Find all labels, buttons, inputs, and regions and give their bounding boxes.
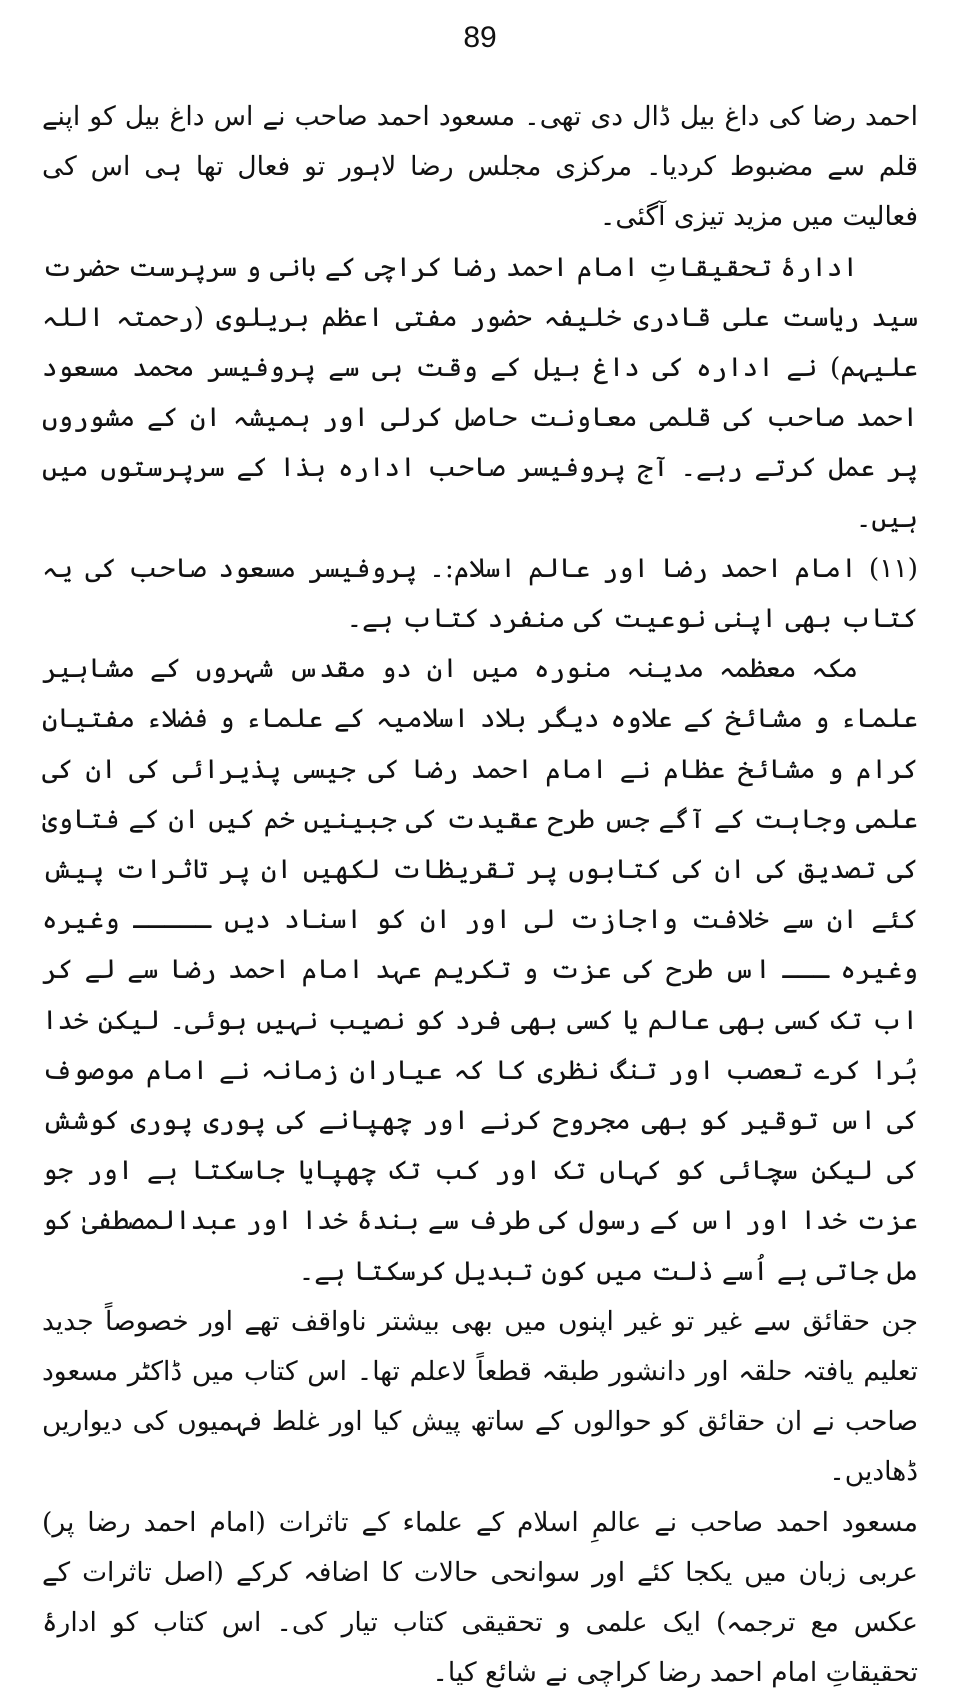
paragraph: مسعود احمد صاحب نے عالمِ اسلام کے علماء کے تاثرات (امام احمد رضا پر) عربی زبان میں یکجا کئے اور سوانحی حالات کا اضافہ کرکے (اصل تاثرات کے عکس مع ترجمہ) ایک علمی و تحقیقی کتاب تیار کی۔ اس کتاب کو ادارۂ تحقیقاتِ امام احمد رضا کراچی نے شائع کیا۔ — [42, 1506, 918, 1689]
paragraph: احمد رضا کی داغ بیل ڈال دی تھی۔ مسعود احمد صاحب نے اس داغ بیل کو اپنے قلم سے مضبوط کردیا۔ مرکزی مجلس رضا لاہور تو فعال تھا ہی اس کی فعالیت میں مزید تیزی آگئی۔ — [42, 101, 918, 233]
paragraph: مکہ معظمہ مدینہ منورہ میں ان دو مقدس شہروں کے مشاہیر علماء و مشائخ کے علاوہ دیگر بلاد اسلامیہ کے علماء و فضلاء مفتیانِ کرام و مشائخ عظام نے امام احمد رضا کی جیسی پذیرائی کی ان کی علمی وجاہت کے آگے جس طرح عقیدت کی جبینیں خم کیں ان کے فتاویٰ کی تصدیق کی ان کی کتابوں پر تقریظات لکھیں ان پر تاثرات پیش کئے ان سے خلافت واجازت لی اور ان کو اسناد دیں ـــــ وغیرہ وغیرہ ـــ اس طرح کی عزت و تکریم عہد امام احمد رضا سے لے کر اب تک کسی بھی عالم یا کسی بھی فرد کو نصیب نہیں ہوئی۔ لیکن خدا بُرا کرے تعصب اور تنگ نظری کا کہ عیارانِ زمانہ نے امام موصوف کی اس توقیر کو بھی مجروح کرنے اور چھپانے کی پوری پوری کوشش کی لیکن سچائی کو کہاں تک اور کب تک چھپایا جاسکتا ہے اور جو عزت خدا اور اس کے رسول کی طرف سے بندۂ خدا اور عبدالمصطفیٰ کو مل جاتی ہے اُسے ذلت میں کون تبدیل کرسکتا ہے۔ — [42, 653, 918, 1287]
page-number: 89 — [463, 21, 497, 54]
paragraph: (۱۱) امام احمد رضا اور عالم اسلام:۔ پروفیسر مسعود صاحب کی یہ کتاب بھی اپنی نوعیت کی منفرد کتاب ہے۔ — [42, 552, 918, 635]
paragraph: جن حقائق سے غیر تو غیر اپنوں میں بھی بیشتر ناواقف تھے اور خصوصاً جدید تعلیم یافتہ حلقہ اور دانشور طبقہ قطعاً لاعلم تھا۔ اس کتاب میں ڈاکٹر مسعود صاحب نے ان حقائق کو حوالوں کے ساتھ پیش کیا اور غلط فہمیوں کی دیواریں ڈھادیں۔ — [42, 1305, 918, 1488]
paragraph: ادارۂ تحقیقاتِ امام احمد رضا کراچی کے بانی و سرپرست حضرت سید ریاست علی قادری خلیفہ حضور مفتی اعظم بریلوی (رحمتہ اللہ علیہم) نے ادارہ کی داغ بیل کے وقت ہی سے پروفیسر محمد مسعود احمد صاحب کی قلمی معاونت حاصل کرلی اور ہمیشہ ان کے مشوروں پر عمل کرتے رہے۔ آج پروفیسر صاحب ادارہ ہذا کے سرپرستوں میں ہیں۔ — [42, 251, 918, 534]
body-text — [42, 92, 918, 1699]
